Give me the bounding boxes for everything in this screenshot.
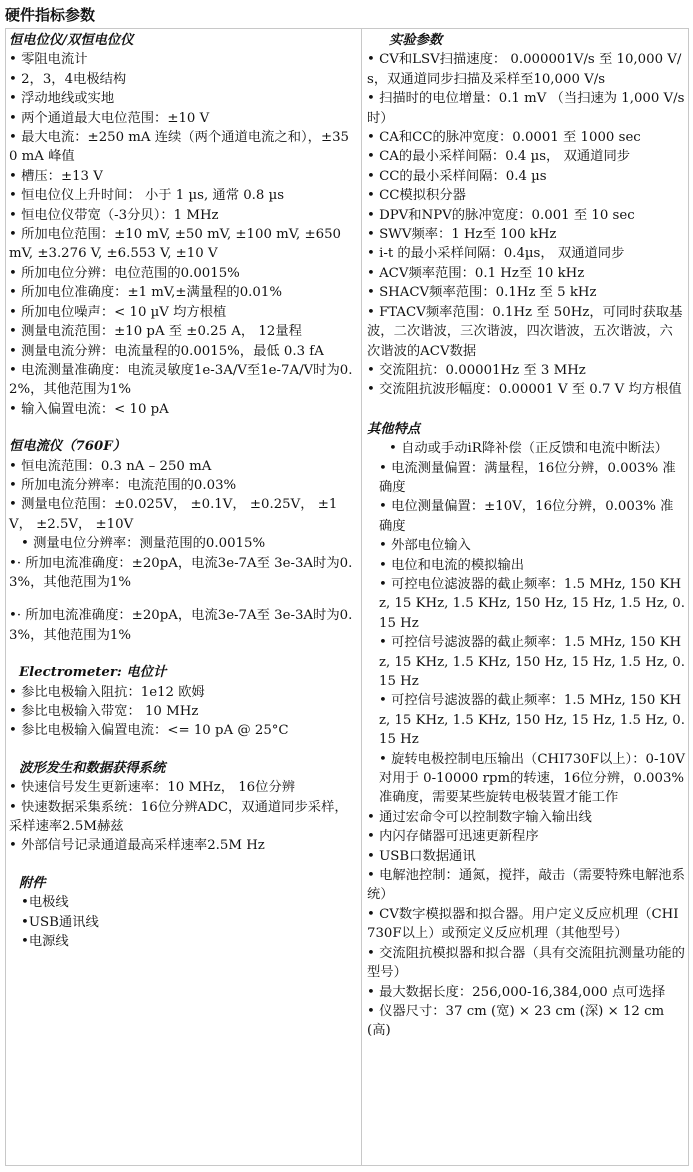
list-item: • 可控信号滤波器的截止频率：1.5 MHz, 150 KHz, 15 KHz, 1.5 KHz, 150 Hz, 15 Hz, 1.5 Hz, 0.15 Hz (379, 693, 685, 748)
list-item: • 两个通道最大电位范围：±10 V (9, 110, 210, 126)
list-item: • 交流阻抗：0.00001Hz 至 3 MHz (367, 362, 586, 378)
list-item: • 所加电位分辨：电位范围的0.0015% (9, 265, 240, 281)
list-item: • 输入偏置电流：< 10 pA (9, 401, 169, 417)
list-item: • 2，3，4电极结构 (9, 71, 127, 87)
list-item: • 电解池控制：通氮，搅拌，敲击（需要特殊电解池系统） (367, 868, 685, 903)
list-item: • 可控电位滤波器的截止频率：1.5 MHz, 150 KHz, 15 KHz, 1.5 KHz, 150 Hz, 15 Hz, 1.5 Hz, 0.15 Hz (379, 576, 685, 631)
list-item: • 可控信号滤波器的截止频率：1.5 MHz, 150 KHz, 15 KHz, 1.5 KHz, 150 Hz, 15 Hz, 1.5 Hz, 0.15 Hz (379, 635, 685, 689)
list-item: • CV数字模拟器和拟合器。用户定义反应机理（CHI730F以上）或预定义反应机理（其他型号） (367, 906, 679, 942)
list-item: • FTACV频率范围：0.1Hz 至 50Hz，可同时获取基波，二次谐波，三次谐波，四次谐波，五次谐波，六次谐波的ACV数据 (367, 304, 683, 359)
electrometer-list (9, 683, 356, 741)
page-title: 硬件指标参数 (5, 6, 96, 24)
list-item: • 快速数据采集系统：16位分辨ADC，双通道同步采样，采样速率2.5M赫兹 (9, 799, 348, 835)
list-item: •USB通讯线 (21, 914, 99, 930)
section-heading-waveform: 波形发生和数据获得系统 (19, 760, 166, 776)
accessories-list (9, 893, 356, 951)
right-column (367, 31, 685, 1041)
list-item: •· 所加电流准确度：±20pA，电流3e-7A至 3e-3A时为0.3%，其他范围为1% (9, 608, 353, 643)
list-item: • 所加电流分辨率：电流范围的0.03% (9, 477, 237, 493)
list-item: • 扫描时的电位增量：0.1 mV （当扫速为 1,000 V/s时） (367, 91, 685, 126)
list-item: • 测量电位分辨率：测量范围的0.0015% (21, 536, 266, 552)
list-item: • 测量电流分辨：电流量程的0.0015%，最低 0.3 fA (9, 343, 324, 359)
list-item: • 测量电流范围：±10 pA 至 ±0.25 A， 12量程 (9, 324, 302, 340)
list-item: • 电流测量偏置：满量程，16位分辨，0.003% 准确度 (379, 460, 676, 495)
list-item: •· 所加电流准确度：±20pA，电流3e-7A至 3e-3A时为0.3%，其他范围为1% (9, 555, 353, 590)
list-item: •电极线 (21, 895, 69, 911)
list-item: • SHACV频率范围：0.1Hz 至 5 kHz (367, 285, 597, 301)
experiment-list (367, 50, 685, 399)
list-item: • 外部电位输入 (379, 538, 471, 554)
list-item: • 槽压：±13 V (9, 168, 103, 184)
list-item: • CC的最小采样间隔：0.4 µs (367, 168, 547, 184)
waveform-list (9, 778, 356, 856)
section-heading-electrometer: Electrometer: 电位计 (19, 665, 167, 681)
list-item: • 恒电位仪带宽（-3分贝）：1 MHz (9, 207, 219, 223)
list-item: • 电位和电流的模拟输出 (379, 557, 525, 573)
spacer (9, 592, 356, 606)
list-item: • 最大电流：±250 mA 连续（两个通道电流之和），±350 mA 峰值 (9, 130, 350, 165)
section-heading-experiment: 实验参数 (389, 33, 443, 48)
left-column (9, 31, 356, 951)
list-item: • 所加电位准确度：±1 mV,±满量程的0.01% (9, 285, 282, 301)
list-item: • DPV和NPV的脉冲宽度：0.001 至 10 sec (367, 207, 635, 223)
section-heading-features: 其他特点 (367, 421, 421, 437)
list-item: • 恒电流范围：0.3 nA – 250 mA (9, 458, 212, 474)
list-item: • 自动或手动iR降补偿（正反馈和电流中断法） (389, 441, 668, 457)
list-item: • CV和LSV扫描速度： 0.000001V/s 至 10,000 V/s，双通道同步扫描及采样至10,000 V/s (367, 52, 682, 87)
section-heading-galvanostat: 恒电流仪（760F） (9, 439, 126, 455)
section-heading-potentiostat: 恒电位仪/双恒电位仪 (9, 33, 134, 48)
list-item: • 电流测量准确度：电流灵敏度1e-3A/V至1e-7A/V时为0.2%，其他范围为1% (9, 362, 353, 398)
list-item: • 内闪存储器可迅速更新程序 (367, 829, 539, 845)
list-item: • 所加电位噪声：< 10 µV 均方根植 (9, 304, 227, 320)
list-item: • 浮动地线或实地 (9, 91, 115, 107)
list-item: • ACV频率范围：0.1 Hz至 10 kHz (367, 265, 585, 281)
list-item: • 恒电位仪上升时间： 小于 1 µs, 通常 0.8 µs (9, 188, 285, 204)
features-list (367, 439, 685, 1041)
list-item: • 外部信号记录通道最高采样速率2.5M Hz (9, 838, 265, 854)
list-item: • 电位测量偏置：±10V，16位分辨，0.003% 准确度 (379, 499, 674, 534)
list-item: • CC模拟积分器 (367, 188, 466, 204)
list-item: • CA的最小采样间隔：0.4 µs， 双通道同步 (367, 149, 631, 165)
list-item: • CA和CC的脉冲宽度：0.0001 至 1000 sec (367, 130, 641, 146)
list-item: • 零阻电流计 (9, 52, 88, 68)
list-item: •电源线 (21, 934, 69, 950)
section-heading-accessories: 附件 (19, 875, 46, 891)
list-item: • 仪器尺寸：37 cm (宽) × 23 cm (深) × 12 cm (高) (367, 1003, 665, 1039)
list-item: • 快速信号发生更新速率：10 MHz， 16位分辨 (9, 780, 296, 796)
list-item: • 通过宏命令可以控制数字输入输出线 (367, 809, 592, 825)
list-item: • 交流阻抗波形幅度：0.00001 V 至 0.7 V 均方根值 (367, 382, 682, 398)
list-item: • 参比电极输入阻抗：1e12 欧姆 (9, 684, 205, 700)
galvanostat-list (9, 457, 356, 646)
list-item: • i-t 的最小采样间隔：0.4µs， 双通道同步 (367, 246, 625, 262)
column-divider (361, 29, 362, 1165)
list-item: • 参比电极输入带宽： 10 MHz (9, 704, 199, 719)
spec-table (5, 28, 689, 1166)
list-item: • 最大数据长度：256,000-16,384,000 点可选择 (367, 984, 666, 1000)
list-item: • SWV频率：1 Hz至 100 kHz (367, 227, 557, 243)
list-item: • 所加电位范围：±10 mV, ±50 mV, ±100 mV, ±650 mV, ±3.276 V, ±6.553 V, ±10 V (9, 227, 342, 262)
list-item: • USB口数据通讯 (367, 848, 476, 864)
list-item: • 旋转电极控制电压输出（CHI730F以上）：0-10V 对用于 0-10000 rpm的转速，16位分辨，0.003% 准确度，需要某些旋转电极装置才能工作 (379, 751, 685, 806)
list-item: • 测量电位范围：±0.025V， ±0.1V， ±0.25V， ±1V， ±2.5V， ±10V (9, 497, 338, 532)
potentiostat-list (9, 50, 356, 419)
list-item: • 参比电极输入偏置电流：<= 10 pA @ 25°C (9, 723, 289, 739)
list-item: • 交流阻抗模拟器和拟合器（具有交流阻抗测量功能的型号） (367, 945, 685, 981)
